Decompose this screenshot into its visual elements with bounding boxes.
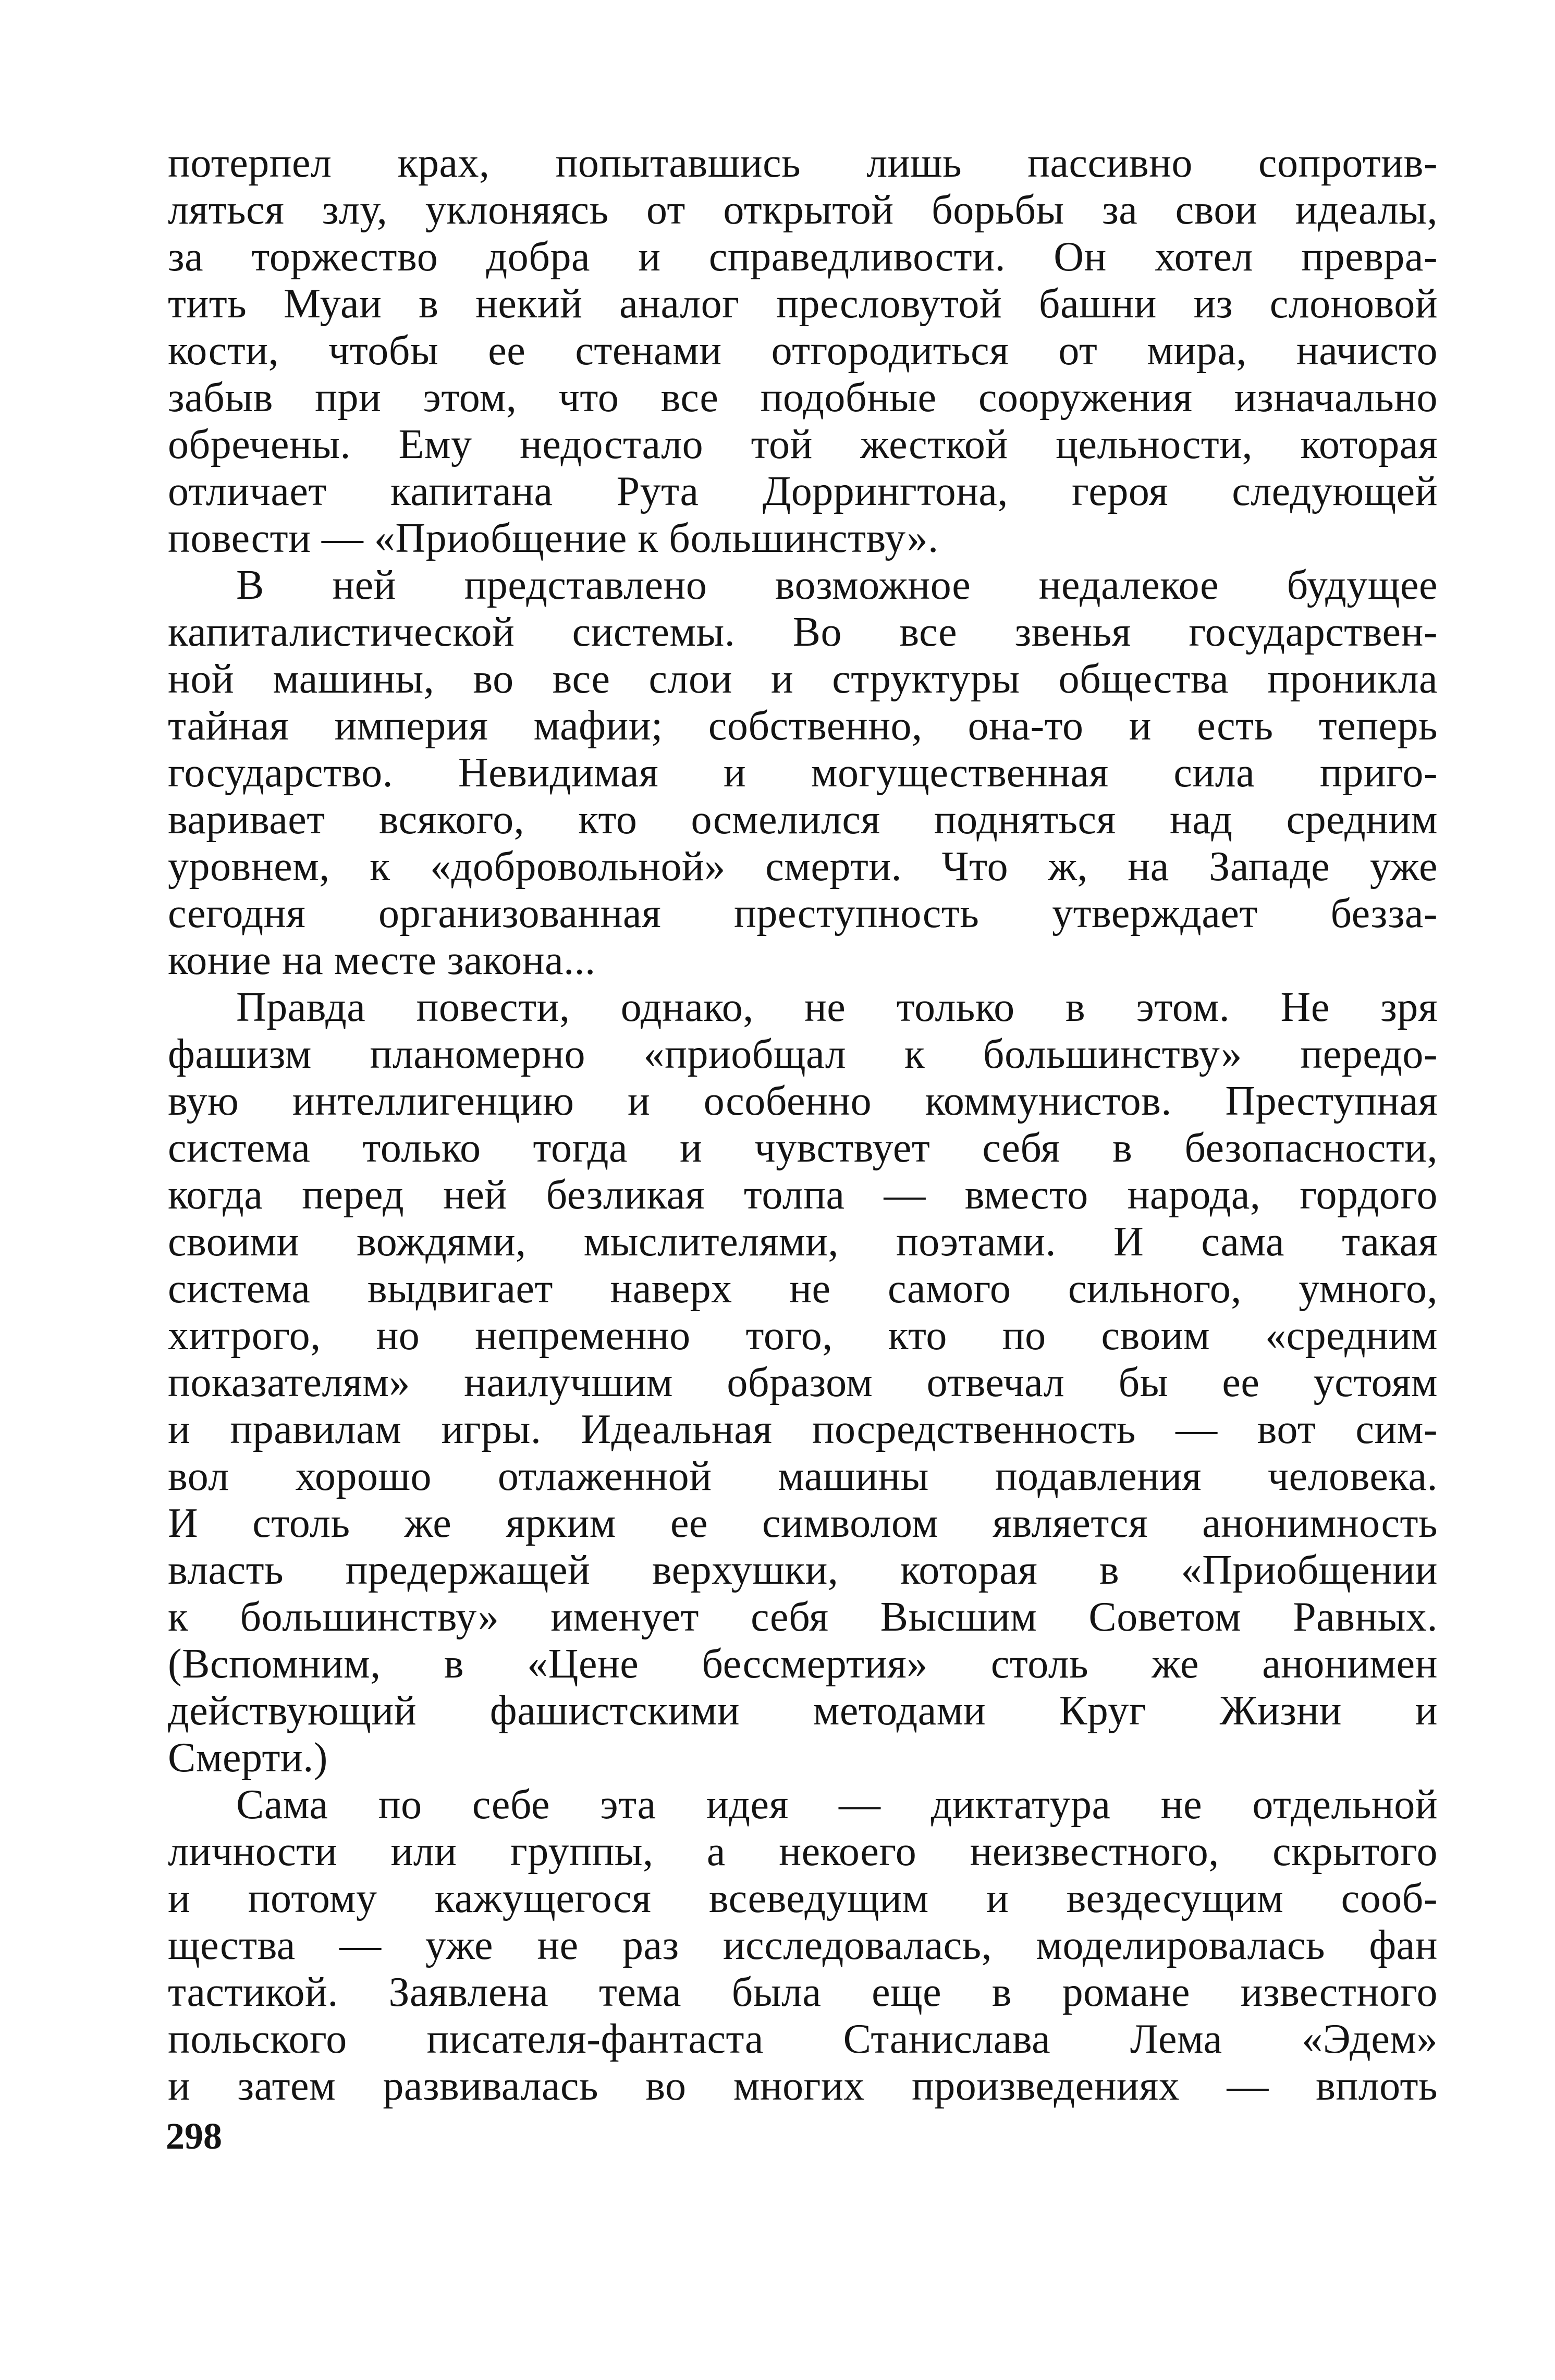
text-line: власть предержащей верхушки, которая в «Приобщении bbox=[168, 1547, 1438, 1593]
text-line: хитрого, но непременно того, кто по своим «средним bbox=[168, 1313, 1438, 1359]
text-line: (Вспомним, в «Цене бессмертия» столь же анонимен bbox=[168, 1641, 1438, 1687]
text-line: В ней представлено возможное недалекое будущее bbox=[236, 562, 1438, 608]
text-line: щества — уже не раз исследовалась, моделировалась фан bbox=[168, 1922, 1438, 1968]
text-line: когда перед ней безликая толпа — вместо народа, гордого bbox=[168, 1172, 1438, 1218]
text-line: ной машины, во все слои и структуры общества проникла bbox=[168, 656, 1438, 702]
text-line: кости, чтобы ее стенами отгородиться от мира, начисто bbox=[168, 328, 1438, 374]
paragraph-2 bbox=[168, 562, 1438, 984]
text-line: тастикой. Заявлена тема была еще в романе известного bbox=[168, 1969, 1438, 2015]
text-line: тить Муаи в некий аналог пресловутой башни из слоновой bbox=[168, 281, 1438, 327]
text-line: фашизм планомерно «приобщал к большинству» передо- bbox=[168, 1031, 1438, 1077]
paragraph-1 bbox=[168, 140, 1438, 562]
text-line: повести — «Приобщение к большинству». bbox=[168, 515, 939, 561]
text-line: уровнем, к «добровольной» смерти. Что ж, на Западе уже bbox=[168, 844, 1438, 890]
text-line: вол хорошо отлаженной машины подавления человека. bbox=[168, 1453, 1438, 1499]
text-line: Смерти.) bbox=[168, 1735, 328, 1781]
text-line: польского писателя-фантаста Станислава Лема «Эдем» bbox=[168, 2016, 1438, 2062]
text-line: система только тогда и чувствует себя в безопасности, bbox=[168, 1125, 1438, 1171]
text-line: и затем развивалась во многих произведениях — вплоть bbox=[168, 2063, 1438, 2109]
page-number: 298 bbox=[166, 2115, 222, 2157]
text-line: и правилам игры. Идеальная посредственность — вот сим- bbox=[168, 1407, 1438, 1452]
text-line: за торжество добра и справедливости. Он хотел превра- bbox=[168, 234, 1438, 280]
text-line: к большинству» именует себя Высшим Советом Равных. bbox=[168, 1594, 1438, 1640]
text-line: вую интеллигенцию и особенно коммунистов. Преступная bbox=[168, 1078, 1438, 1124]
text-line: коние на месте закона... bbox=[168, 938, 596, 983]
paragraph-4 bbox=[168, 1781, 1438, 2110]
text-line: капиталистической системы. Во все звенья государствен- bbox=[168, 609, 1438, 655]
text-line: забыв при этом, что все подобные сооружения изначально bbox=[168, 375, 1438, 421]
text-line: И столь же ярким ее символом является анонимность bbox=[168, 1500, 1438, 1546]
text-line: личности или группы, а некоего неизвестного, скрытого bbox=[168, 1829, 1438, 1875]
text-line: обречены. Ему недостало той жесткой цельности, которая bbox=[168, 422, 1438, 467]
text-line: варивает всякого, кто осмелился подняться над средним bbox=[168, 797, 1438, 843]
body-text bbox=[168, 140, 1438, 2110]
text-line: государство. Невидимая и могущественная сила приго- bbox=[168, 750, 1438, 796]
text-line: система выдвигает наверх не самого сильного, умного, bbox=[168, 1266, 1438, 1312]
text-line: и потому кажущегося всеведущим и вездесущим сооб- bbox=[168, 1876, 1438, 1921]
text-line: потерпел крах, попытавшись лишь пассивно сопротив- bbox=[168, 140, 1438, 186]
text-line: своими вождями, мыслителями, поэтами. И сама такая bbox=[168, 1219, 1438, 1265]
text-line: сегодня организованная преступность утверждает безза- bbox=[168, 891, 1438, 936]
text-line: Сама по себе эта идея — диктатура не отдельной bbox=[236, 1782, 1438, 1828]
text-line: показателям» наилучшим образом отвечал бы ее устоям bbox=[168, 1360, 1438, 1405]
paragraph-3 bbox=[168, 984, 1438, 1781]
text-line: ляться злу, уклоняясь от открытой борьбы за свои идеалы, bbox=[168, 187, 1438, 233]
text-line: тайная империя мафии; собственно, она-то и есть теперь bbox=[168, 703, 1438, 749]
text-line: действующий фашистскими методами Круг Жизни и bbox=[168, 1688, 1438, 1734]
text-line: Правда повести, однако, не только в этом. Не зря bbox=[236, 984, 1438, 1030]
text-line: отличает капитана Рута Доррингтона, героя следующей bbox=[168, 468, 1438, 514]
